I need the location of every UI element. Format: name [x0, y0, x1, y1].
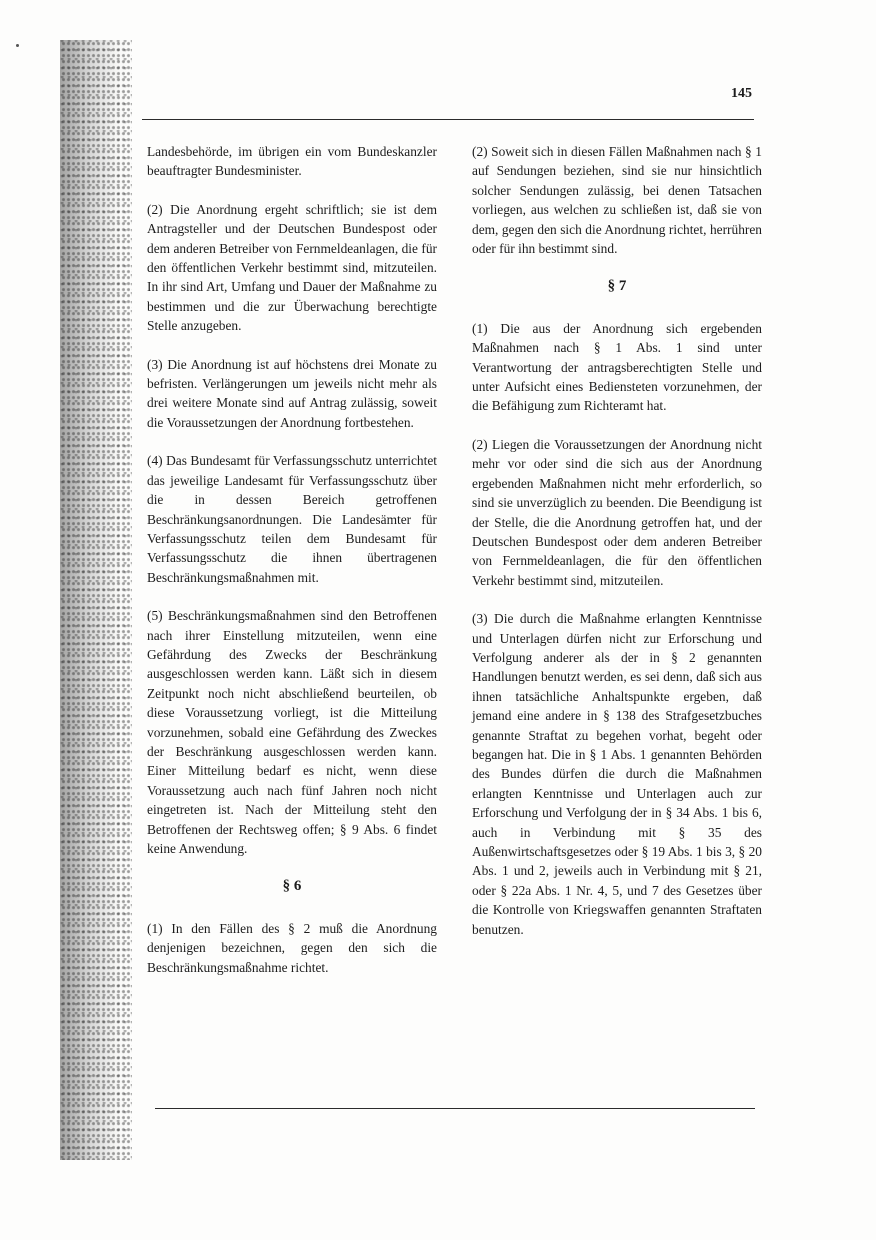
paragraph-6-1: (1) In den Fällen des § 2 muß die Anordnung denjenigen bezeichnen, gegen den sich die Beschränkungsmaßnahme richtet.	[147, 920, 437, 975]
section-7-heading: § 7	[607, 278, 627, 295]
scan-binding-shadow	[60, 40, 132, 1160]
paragraph-continued: Landesbehörde, im übrigen ein vom Bundeskanzler beauftragter Bundesminister.	[147, 144, 437, 179]
paragraph-7-2: (2) Liegen die Voraussetzungen der Anordnung nicht mehr vor oder sind die sich aus der Anordnung ergebenden Maßnahmen nicht mehr erforderlich, so sind sie unverzüglich zu beenden. Die Beendigung ist der Stelle, die die Anordnung getroffen hat, und der Deutschen Bundespost oder dem anderen Betreiber von Fernmeldeanlagen, die für den öffentlichen Verkehr bestimmt sind, mitzuteilen.	[472, 436, 762, 588]
header-rule	[142, 119, 754, 120]
paragraph-5-3: (3) Die Anordnung ist auf höchstens drei Monate zu befristen. Verlängerungen um jeweils nicht mehr als drei weitere Monate sind auf Antrag zulässig, soweit die Voraussetzungen der Anordnung fortbestehen.	[147, 356, 437, 430]
page-number: 145	[731, 86, 752, 101]
paragraph-6-2: (2) Soweit sich in diesen Fällen Maßnahmen nach § 1 auf Sendungen beziehen, sind sie nur hinsichtlich solcher Sendungen zulässig, bei denen Tatsachen vorliegen, aus welchen zu schließen ist, daß sie von dem, gegen den sich die Anordnung richtet, herrühren oder für ihn bestimmt sind.	[472, 144, 762, 257]
scan-speck	[16, 44, 19, 47]
left-column	[147, 142, 437, 996]
paragraph-5-2: (2) Die Anordnung ergeht schriftlich; sie ist dem Antragsteller und der Deutschen Bundespost oder dem anderen Betreiber von Fernmeldeanlagen, die für den öffentlichen Verkehr bestimmt sind, mitzuteilen. In ihr sind Art, Umfang und Dauer der Maßnahme zu bestimmen und die zur Überwachung berechtigte Stelle anzugeben.	[147, 201, 437, 334]
paragraph-7-1: (1) Die aus der Anordnung sich ergebenden Maßnahmen nach § 1 Abs. 1 sind unter Verantwortung der antragsberechtigten Stelle und unter Aufsicht eines Bediensteten vorzunehmen, der die Befähigung zum Richteramt hat.	[472, 320, 762, 414]
paragraph-7-3: (3) Die durch die Maßnahme erlangten Kenntnisse und Unterlagen dürfen nicht zur Erforschung und Verfolgung anderer als der in § 2 genannten Handlungen benutzt werden, es sei denn, daß sich aus ihnen tatsächliche Anhaltspunkte ergeben, daß jemand eine andere in § 138 des Strafgesetzbuches genannte Straftat zu begehen vorhat, begeht oder begangen hat. Die in § 1 Abs. 1 genannten Behörden des Bundes dürfen die durch die Maßnahmen erlangten Kenntnisse und Unterlagen auch zur Erforschung und Verfolgung der in § 34 Abs. 1 bis 6, auch in Verbindung mit § 35 des Außenwirtschaftsgesetzes oder § 19 Abs. 1 bis 3, § 20 Abs. 1 und 2, jeweils auch in Verbindung mit § 21, oder § 22a Abs. 1 Nr. 4, 5, und 7 des Gesetzes über die Kontrolle von Kriegswaffen genannten Straftaten benutzen.	[472, 611, 762, 937]
right-column	[472, 142, 762, 958]
paragraph-5-4: (4) Das Bundesamt für Verfassungsschutz unterrichtet das jeweilige Landesamt für Verfassungsschutz über die in dessen Bereich getroffenen Beschränkungsanordnungen. Die Landesämter für Verfassungsschutz teilen dem Bundesamt für Verfassungsschutz die ihnen übertragenen Beschränkungsmaßnahmen mit.	[147, 453, 437, 585]
section-6-heading: § 6	[282, 878, 302, 895]
footer-rule	[155, 1108, 755, 1109]
paragraph-5-5: (5) Beschränkungsmaßnahmen sind den Betroffenen nach ihrer Einstellung mitzuteilen, wenn eine Gefährdung des Zwecks der Beschränkung ausgeschlossen werden kann. Läßt sich in diesem Zeitpunkt noch nicht abschließend beurteilen, ob diese Voraussetzung vorliegt, ist die Mitteilung vorzunehmen, sobald eine Gefährdung des Zweckes der Beschränkung ausgeschlossen werden kann. Einer Mitteilung bedarf es nicht, wenn diese Voraussetzung auch nach fünf Jahren noch nicht eingetreten ist. Nach der Mitteilung steht den Betroffenen der Rechtsweg offen; § 9 Abs. 6 findet keine Anwendung.	[147, 608, 437, 856]
